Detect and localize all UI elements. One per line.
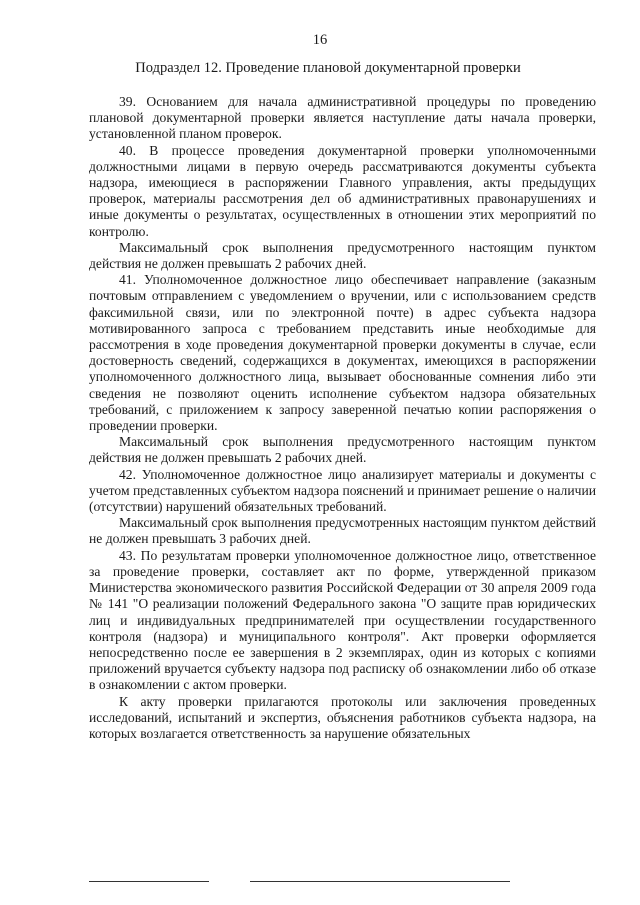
paragraph-42: 42. Уполномоченное должностное лицо анализирует материалы и документы с учетом представленных субъектом надзора пояснений и принимает решение о наличии (отсутствии) нарушений обязательных требований. xyxy=(89,466,596,515)
page-number: 16 xyxy=(312,32,328,48)
paragraph-40-deadline: Максимальный срок выполнения предусмотренного настоящим пунктом действия не должен превышать 2 рабочих дней. xyxy=(89,239,596,272)
paragraph-42-deadline: Максимальный срок выполнения предусмотренных настоящим пунктом действий не должен превышать 3 рабочих дней. xyxy=(89,515,596,547)
footer-divider-left xyxy=(89,881,209,882)
subsection-title: Подраздел 12. Проведение плановой документарной проверки xyxy=(135,60,521,76)
footer-divider-right xyxy=(250,881,510,882)
paragraph-43: 43. По результатам проверки уполномоченное должностное лицо, ответственное за проведение проверки, составляет акт по форме, утвержденной приказом Министерства экономического развития Российской Федерации от 30 апреля 2009 года № 141 "О реализации положений Федерального закона "О защите прав юридических лиц и индивидуальных предпринимателей при осуществлении государственного контроля (надзора) и муниципального контроля". Акт проверки оформляется непосредственно после ее завершения в 2 экземплярах, один из которых с копиями приложений вручается субъекту надзора под расписку об ознакомлении либо об отказе в ознакомлении с актом проверки. xyxy=(89,547,596,693)
paragraph-41: 41. Уполномоченное должностное лицо обеспечивает направление (заказным почтовым отправлением с уведомлением о вручении, или с использованием средств факсимильной связи, или по электронной почте) в адрес субъекта надзора мотивированного запроса с требованием представить иные необходимые для рассмотрения в ходе проведения документарной проверки документы в случае, если достоверность сведений, содержащихся в документах, имеющихся в распоряжении уполномоченного должностного лица, вызывает обоснованные сомнения либо эти сведения не позволяют оценить исполнение субъектом надзора обязательных требований, с приложением к запросу заверенной печатью копии распоряжения о проведении проверки. xyxy=(89,272,596,434)
paragraph-40: 40. В процессе проведения документарной проверки уполномоченными должностными лицами в первую очередь рассматриваются документы субъекта надзора, имеющиеся в распоряжении Главного управления, акты предыдущих проверок, материалы рассмотрения дел об административных правонарушениях и иные документы о результатах, осуществленных в отношении этих мероприятий по контролю. xyxy=(89,142,596,239)
paragraph-39: 39. Основанием для начала административной процедуры по проведению плановой документарной проверки является наступление даты начала проверки, установленной планом проверок. xyxy=(89,94,596,142)
paragraph-41-deadline: Максимальный срок выполнения предусмотренного настоящим пунктом действия не должен превышать 2 рабочих дней. xyxy=(89,434,596,466)
paragraph-43-attachments: К акту проверки прилагаются протоколы или заключения проведенных исследований, испытаний и экспертиз, объяснения работников субъекта надзора, на которых возлагается ответственность за нарушение обязательных xyxy=(89,693,596,741)
document-body xyxy=(89,94,596,742)
